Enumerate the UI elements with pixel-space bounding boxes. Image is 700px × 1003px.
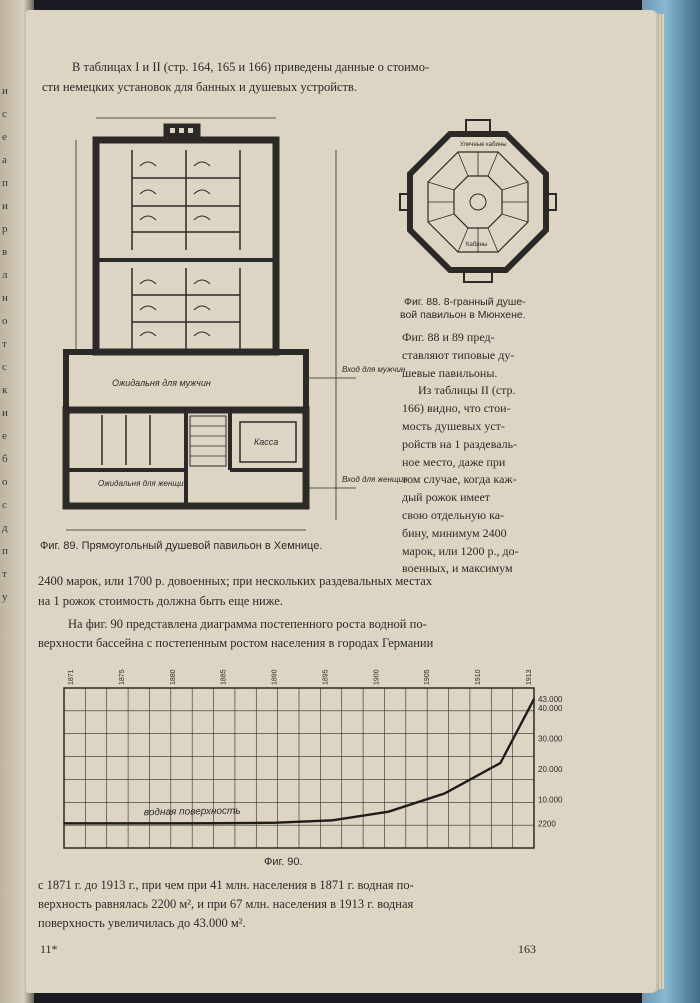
x-tick-label: 1875: [118, 669, 126, 685]
margin-letter: д: [2, 522, 8, 534]
side-text-line: том случае, когда каж-: [402, 472, 517, 487]
y-tick-label: 40.000: [538, 704, 563, 714]
data-point: [63, 823, 65, 825]
continuation-line-1: 2400 марок, или 1700 р. довоенных; при нескольких раздевальных местах: [38, 574, 433, 588]
y-tick-label: 10.000: [538, 795, 563, 805]
fig89-label-cash: Касса: [254, 437, 279, 447]
fig88-label-top: Уличные кабины: [460, 142, 507, 148]
x-tick-label: 1885: [220, 669, 228, 685]
data-point: [388, 811, 390, 813]
margin-letter: а: [2, 154, 7, 166]
side-text-line: Фиг. 88 и 89 пред-: [402, 330, 495, 344]
data-point: [533, 698, 535, 700]
side-text-line: ройств на 1 раздеваль-: [402, 436, 518, 451]
y-tick-label: 30.000: [538, 734, 563, 744]
fig88-caption-line-2: вой павильон в Мюнхене.: [400, 309, 526, 321]
signature-mark: 11*: [40, 942, 58, 956]
y-tick-label: 2200: [538, 819, 556, 829]
fig89-label-men-waiting: Ожидальня для мужчин: [112, 378, 211, 388]
side-text-line: марок, или 1200 р., до-: [402, 543, 519, 558]
margin-letter: п: [2, 545, 8, 557]
margin-letter: п: [2, 177, 8, 189]
margin-letter: с: [2, 499, 7, 511]
margin-letter: с: [2, 361, 7, 373]
side-text-line: бину, минимум 2400: [402, 525, 507, 540]
y-tick-label: 20.000: [538, 765, 563, 775]
x-tick-label: 1871: [68, 669, 75, 685]
side-text-line: Из таблицы II (стр.: [418, 383, 516, 398]
side-text-line: свою отдельную ка-: [402, 508, 505, 522]
continuation-line-2: на 1 рожок стоимость должна быть еще ниже.: [38, 594, 283, 608]
margin-letter: т: [2, 338, 7, 350]
x-tick-label: 1895: [322, 669, 330, 685]
margin-letter: о: [2, 315, 8, 327]
previous-page-fragment: [2, 80, 24, 609]
fig89-label-women-waiting: Ожидальня для женщин: [98, 479, 189, 488]
side-text-line: ставляют типовые ду-: [402, 347, 515, 362]
data-point: [164, 823, 166, 825]
x-tick-label: 1900: [373, 669, 381, 685]
fig90-chart: [34, 658, 563, 856]
closing-line-3: поверхность увеличилась до 43.000 м².: [38, 916, 246, 930]
margin-letter: р: [2, 223, 8, 235]
side-text-line: ное место, даже при: [402, 454, 506, 469]
fig89-floor-plan: [36, 110, 406, 540]
x-tick-label: 1880: [169, 669, 177, 685]
book-page: [26, 10, 656, 993]
x-tick-label: 1905: [424, 669, 432, 685]
side-text-line: мость душевых уст-: [402, 419, 505, 433]
margin-letter: т: [2, 568, 7, 580]
margin-letter: л: [2, 269, 8, 281]
fig89-entry-men: Вход для мужчин: [342, 365, 406, 374]
data-point: [500, 762, 502, 764]
y-tick-label: 43.000: [538, 695, 563, 705]
page-number: 163: [518, 942, 536, 956]
margin-letter: о: [2, 476, 8, 488]
side-text-line: дый рожок имеет: [402, 490, 491, 505]
data-point: [444, 793, 446, 795]
fig89-entry-women: Вход для женщин: [342, 475, 408, 484]
data-point: [276, 822, 278, 824]
fig88-caption-line-1: Фиг. 88. 8-гранный душе-: [404, 296, 526, 308]
paragraph2-line-1: На фиг. 90 представлена диаграмма постепенного роста водной по-: [68, 617, 427, 631]
margin-letter: и: [2, 200, 8, 212]
data-point: [220, 822, 222, 824]
margin-letter: е: [2, 430, 7, 442]
margin-letter: в: [2, 246, 8, 258]
margin-letter: к: [2, 384, 8, 396]
margin-letter: и: [2, 407, 8, 419]
intro-line-1: В таблицах I и II (стр. 164, 165 и 166) приведены данные о стоимо-: [72, 60, 430, 74]
margin-letter: н: [2, 292, 8, 304]
margin-letter: и: [2, 85, 8, 97]
margin-letter: у: [2, 591, 8, 603]
data-point: [332, 819, 334, 821]
fig89-caption: Фиг. 89. Прямоугольный душевой павильон в Хемнице.: [40, 540, 323, 552]
margin-letter: б: [2, 453, 8, 465]
fig88-label-bottom: Кабины: [466, 242, 488, 248]
side-text-line: военных, и максимум: [402, 561, 513, 576]
margin-letter: с: [2, 108, 7, 120]
x-tick-label: 1890: [271, 669, 279, 685]
x-tick-label: 1910: [475, 669, 483, 685]
paragraph2-line-2: верхности бассейна с постепенным ростом населения в городах Германии: [38, 636, 434, 650]
fig90-caption: Фиг. 90.: [264, 856, 303, 868]
series-label: водная поверхность: [143, 805, 241, 819]
intro-line-2: сти немецких установок для банных и душевых устройств.: [42, 80, 357, 94]
closing-line-1: с 1871 г. до 1913 г., при чем при 41 млн. населения в 1871 г. водная по-: [38, 878, 414, 892]
x-tick-label: 1913: [526, 669, 533, 685]
fig88-octagonal-plan: [398, 114, 558, 289]
side-text-line: 166) видно, что стои-: [402, 401, 511, 416]
closing-line-2: верхность равнялась 2200 м², и при 67 млн. населения в 1913 г. водная: [38, 897, 414, 911]
data-point: [108, 823, 110, 825]
margin-letter: е: [2, 131, 7, 143]
side-text-line: шевые павильоны.: [402, 365, 498, 380]
